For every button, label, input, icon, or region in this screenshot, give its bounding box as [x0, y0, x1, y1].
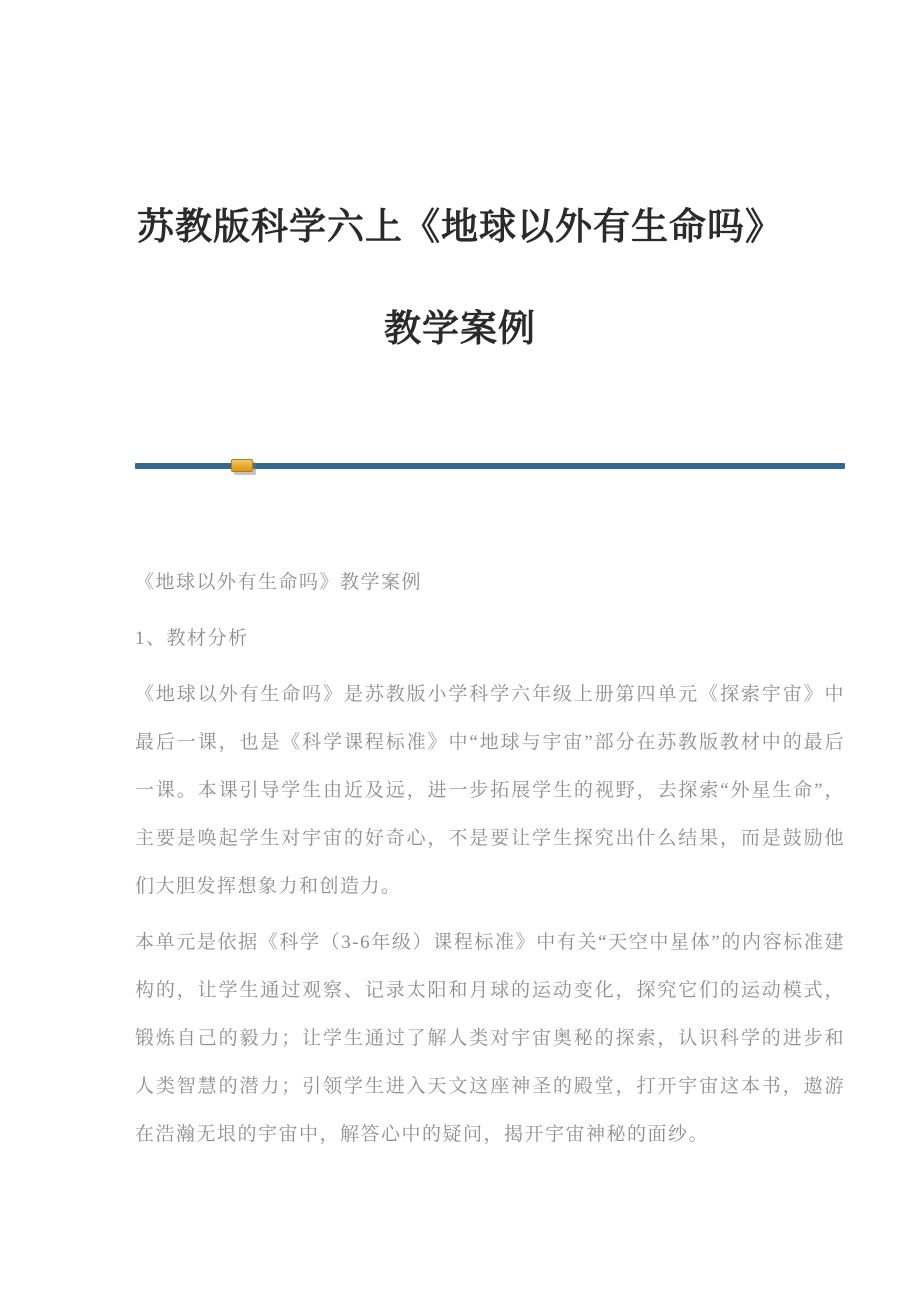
- paragraph-section-heading: 1、教材分析: [135, 628, 249, 649]
- title-block: [0, 0, 920, 350]
- paragraph-body: 本单元是依据《科学（3-6年级）课程标准》中有关“天空中星体”的内容标准建构的，让学生通过观察、记录太阳和月球的运动变化，探究它们的运动模式，锻炼自己的毅力；让学生通过了解人类对宇宙奥秘的探索，认识科学的进步和人类智慧的潜力；引领学生进入天文这座神圣的殿堂，打开宇宙这本书，遨游在浩瀚无垠的宇宙中，解答心中的疑问，揭开宇宙神秘的面纱。: [135, 932, 845, 1145]
- document-title-line2: 教学案例: [384, 309, 536, 350]
- paragraph-subtitle: 《地球以外有生命吗》教学案例: [135, 572, 423, 593]
- document-body: [135, 559, 845, 1159]
- document-title-line1: 苏教版科学六上《地球以外有生命吗》: [137, 207, 783, 248]
- title-divider: [135, 463, 845, 469]
- paragraph-body: 《地球以外有生命吗》是苏教版小学科学六年级上册第四单元《探索宇宙》中最后一课，也是《科学课程标准》中“地球与宇宙”部分在苏教版教材中的最后一课。本课引导学生由近及远，进一步拓展学生的视野，去探索“外星生命”，主要是唤起学生对宇宙的好奇心，不是要让学生探究出什么结果，而是鼓励他们大胆发挥想象力和创造力。: [135, 684, 845, 897]
- divider-marker: [231, 459, 253, 472]
